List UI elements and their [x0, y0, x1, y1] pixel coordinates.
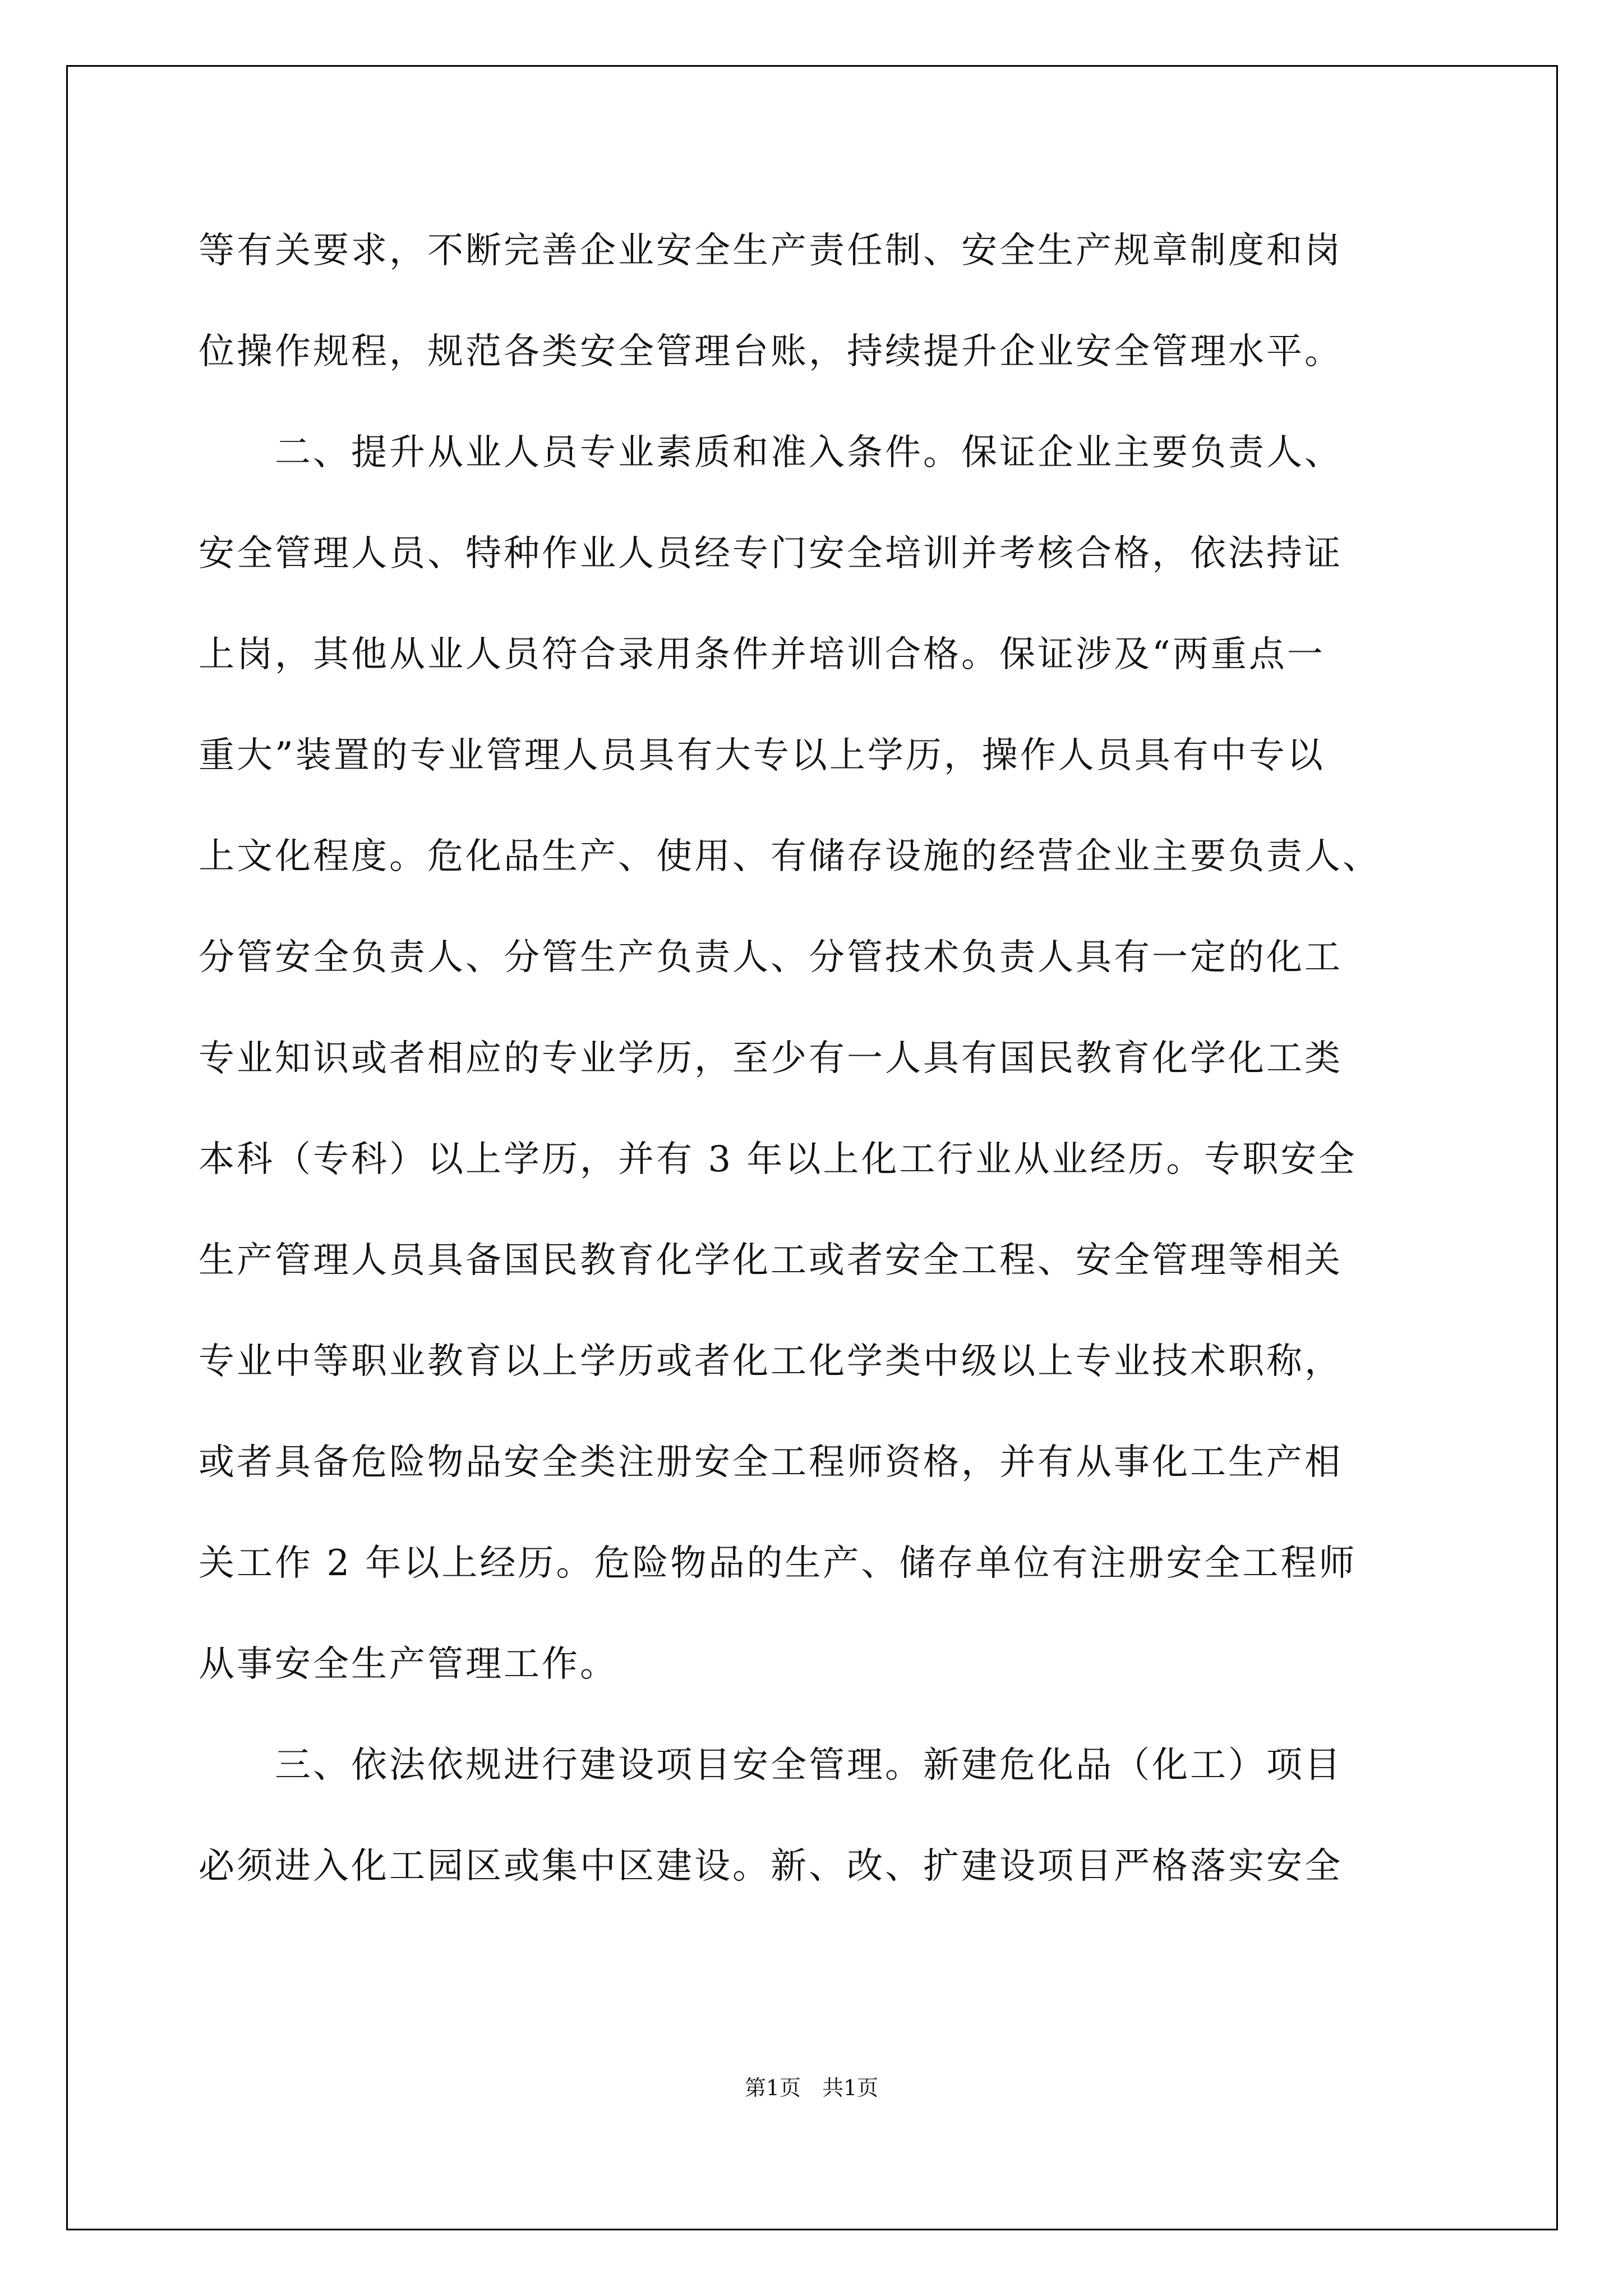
page-number-footer: 第1页 共1页 — [744, 2076, 879, 2100]
body-line: 必须进入化工园区或集中区建设。新、改、扩建设项目严格落实安全 — [199, 1846, 1343, 1887]
body-line: 专业知识或者相应的专业学历，至少有一人具有国民教育化学化工类 — [199, 1038, 1343, 1079]
body-line: 或者具备危险物品安全类注册安全工程师资格，并有从事化工生产相 — [199, 1442, 1343, 1483]
body-line: 专业中等职业教育以上学历或者化工化学类中级以上专业技术职称， — [199, 1341, 1343, 1382]
body-line: 安全管理人员、特种作业人员经专门安全培训并考核合格，依法持证 — [199, 533, 1343, 574]
body-line: 上文化程度。危化品生产、使用、有储存设施的经营企业主要负责人、 — [199, 836, 1381, 877]
body-line: 三、依法依规进行建设项目安全管理。新建危化品（化工）项目 — [199, 1745, 1343, 1786]
body-line: 重大”装置的专业管理人员具有大专以上学历，操作人员具有中专以 — [199, 735, 1325, 776]
body-line: 关工作 2 年以上经历。危险物品的生产、储存单位有注册安全工程师 — [199, 1543, 1357, 1584]
body-line: 分管安全负责人、分管生产负责人、分管技术负责人具有一定的化工 — [199, 937, 1343, 978]
body-line: 位操作规程，规范各类安全管理台账，持续提升企业安全管理水平。 — [199, 331, 1343, 372]
body-line: 本科（专科）以上学历，并有 3 年以上化工行业从业经历。专职安全 — [199, 1139, 1357, 1180]
body-line: 生产管理人员具备国民教育化学化工或者安全工程、安全管理等相关 — [199, 1240, 1343, 1281]
body-line: 二、提升从业人员专业素质和准入条件。保证企业主要负责人、 — [199, 432, 1343, 473]
body-line: 从事安全生产管理工作。 — [199, 1644, 618, 1685]
body-line: 上岗，其他从业人员符合录用条件并培训合格。保证涉及“两重点一 — [199, 634, 1325, 675]
body-line: 等有关要求，不断完善企业安全生产责任制、安全生产规章制度和岗 — [199, 230, 1343, 272]
